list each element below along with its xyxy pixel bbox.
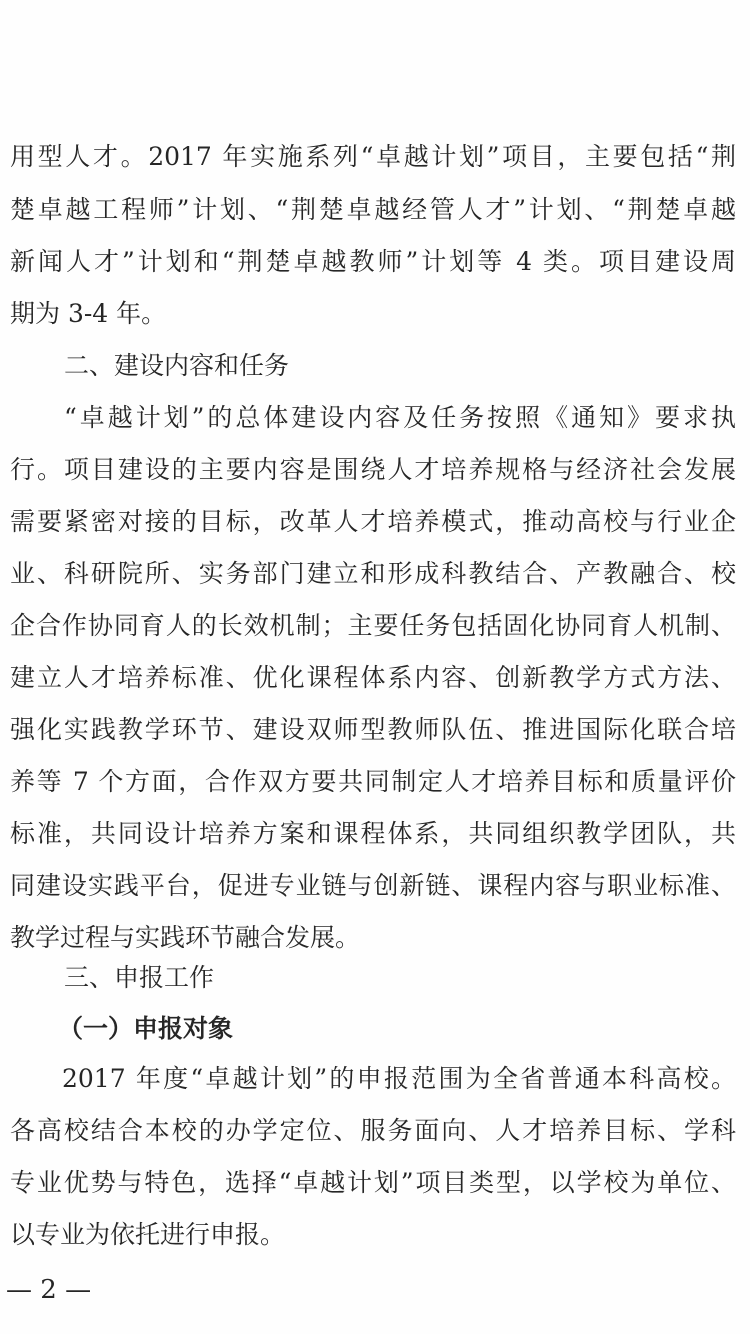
body-text-line: 用型人才。2017 年实施系列“卓越计划”项目，主要包括“荆: [10, 142, 736, 171]
body-text-line: 企合作协同育人的长效机制；主要任务包括固化协同育人机制、: [10, 611, 736, 640]
section-heading-3: 三、申报工作: [64, 963, 215, 992]
body-text-line: 需要紧密对接的目标，改革人才培养模式，推动高校与行业企: [10, 507, 736, 536]
body-text-line: 养等 7 个方面，合作双方要共同制定人才培养目标和质量评价: [10, 767, 736, 796]
body-text-line: 业、科研院所、实务部门建立和形成科教结合、产教融合、校: [10, 559, 736, 588]
body-text-line: 强化实践教学环节、建设双师型教师队伍、推进国际化联合培: [10, 715, 736, 744]
body-text-line: 以专业为依托进行申报。: [10, 1220, 286, 1249]
body-text-line: 建立人才培养标准、优化课程体系内容、创新教学方式方法、: [10, 663, 736, 692]
page-number: — 2 —: [6, 1275, 92, 1305]
body-text-line: “卓越计划”的总体建设内容及任务按照《通知》要求执: [64, 403, 736, 432]
section-heading-2: 二、建设内容和任务: [64, 351, 290, 380]
body-text-line: 各高校结合本校的办学定位、服务面向、人才培养目标、学科: [10, 1116, 736, 1145]
body-text-line: 标准，共同设计培养方案和课程体系，共同组织教学团队，共: [10, 819, 736, 848]
body-text-line: 新闻人才”计划和“荆楚卓越教师”计划等 4 类。项目建设周: [10, 247, 736, 276]
body-text-line: 专业优势与特色，选择“卓越计划”项目类型，以学校为单位、: [10, 1168, 736, 1197]
body-text-line: 楚卓越工程师”计划、“荆楚卓越经管人才”计划、“荆楚卓越: [10, 195, 736, 224]
subsection-heading-1: （一）申报对象: [58, 1014, 234, 1043]
body-text-line: 行。项目建设的主要内容是围绕人才培养规格与经济社会发展: [10, 455, 736, 484]
body-text-line: 教学过程与实践环节融合发展。: [10, 923, 361, 952]
body-text-line: 2017 年度“卓越计划”的申报范围为全省普通本科高校。: [62, 1064, 736, 1093]
body-text-line: 同建设实践平台，促进专业链与创新链、课程内容与职业标准、: [10, 871, 736, 900]
body-text-line: 期为 3-4 年。: [10, 299, 167, 328]
